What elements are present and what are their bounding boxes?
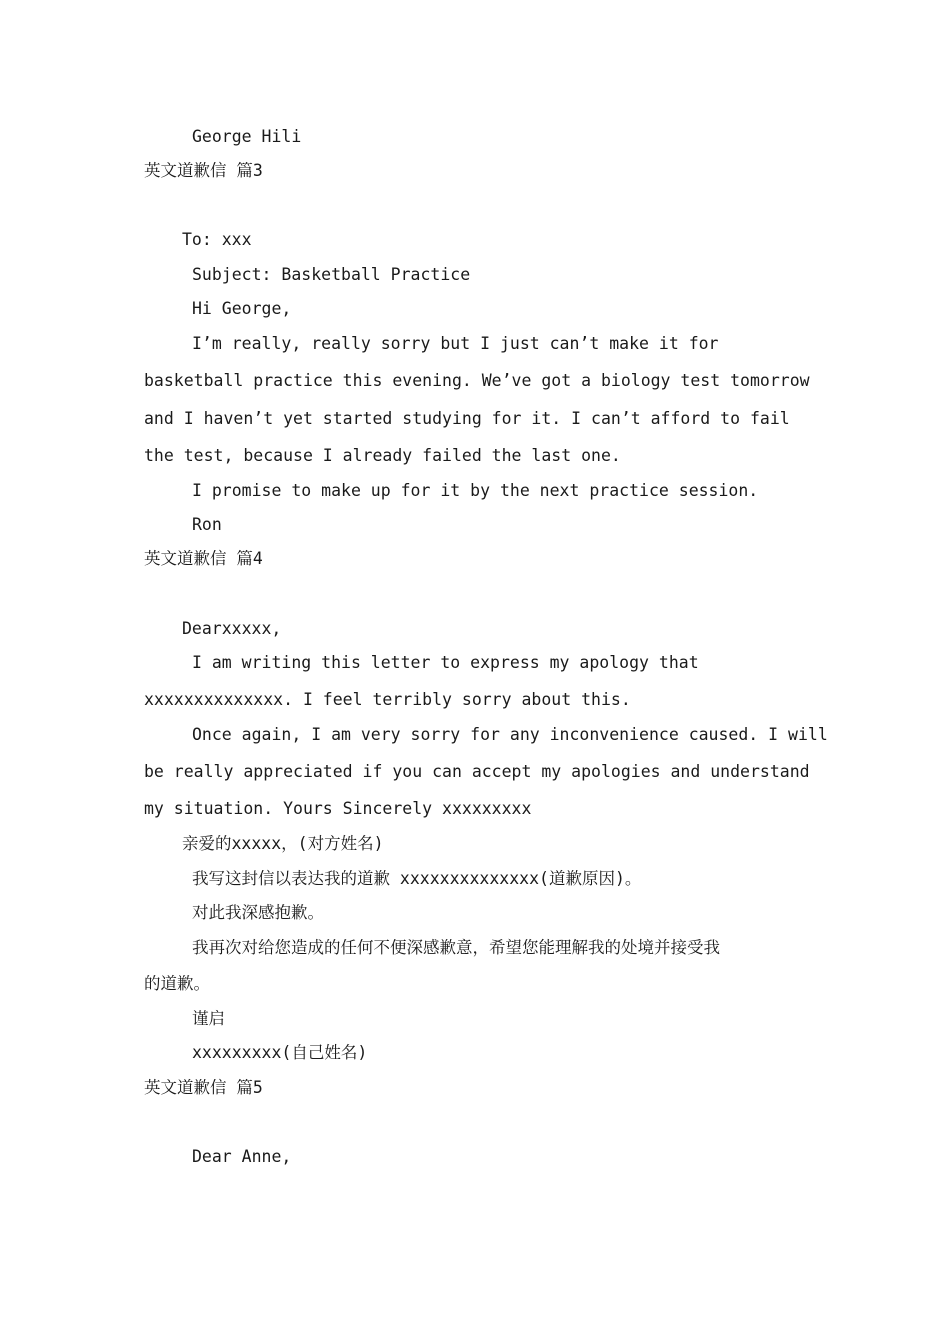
paragraph-line: my situation. Yours Sincerely xxxxxxxxx [144,799,532,818]
chinese-greeting: 亲爱的xxxxx，(对方姓名) [182,834,384,853]
to-line: To: xxx [182,230,252,249]
paragraph-line: I am writing this letter to express my apology that [192,653,699,672]
promise-line: I promise to make up for it by the next practice session. [192,481,759,500]
chinese-closing: 谨启 [192,1009,225,1028]
paragraph-line: be really appreciated if you can accept my apologies and understand [144,762,810,781]
signature-george: George Hili [192,127,302,146]
greeting-anne: Dear Anne, [192,1147,292,1166]
chinese-signature: xxxxxxxxx(自己姓名) [192,1043,368,1062]
paragraph-line: I’m really, really sorry but I just can’t make it for [192,334,719,353]
signature-ron: Ron [192,515,222,534]
section-heading-5: 英文道歉信 篇5 [144,1078,263,1097]
paragraph-line: the test, because I already failed the last one. [144,446,621,465]
paragraph-line: Once again, I am very sorry for any inconvenience caused. I will [192,725,828,744]
chinese-line: 对此我深感抱歉。 [192,903,324,922]
chinese-line: 我再次对给您造成的任何不便深感歉意，希望您能理解我的处境并接受我 [192,938,720,957]
paragraph-line: and I haven’t yet started studying for it. I can’t afford to fail [144,409,790,428]
greeting-george: Hi George, [192,299,292,318]
paragraph-line: xxxxxxxxxxxxxx. I feel terribly sorry about this. [144,690,631,709]
paragraph-line: basketball practice this evening. We’ve got a biology test tomorrow [144,371,810,390]
section-heading-3: 英文道歉信 篇3 [144,161,263,180]
section-heading-4: 英文道歉信 篇4 [144,549,263,568]
chinese-line: 我写这封信以表达我的道歉 xxxxxxxxxxxxxx(道歉原因)。 [192,869,642,888]
chinese-line: 的道歉。 [144,974,210,993]
greeting-dear: Dearxxxxx, [182,619,282,638]
subject-line: Subject: Basketball Practice [192,265,471,284]
